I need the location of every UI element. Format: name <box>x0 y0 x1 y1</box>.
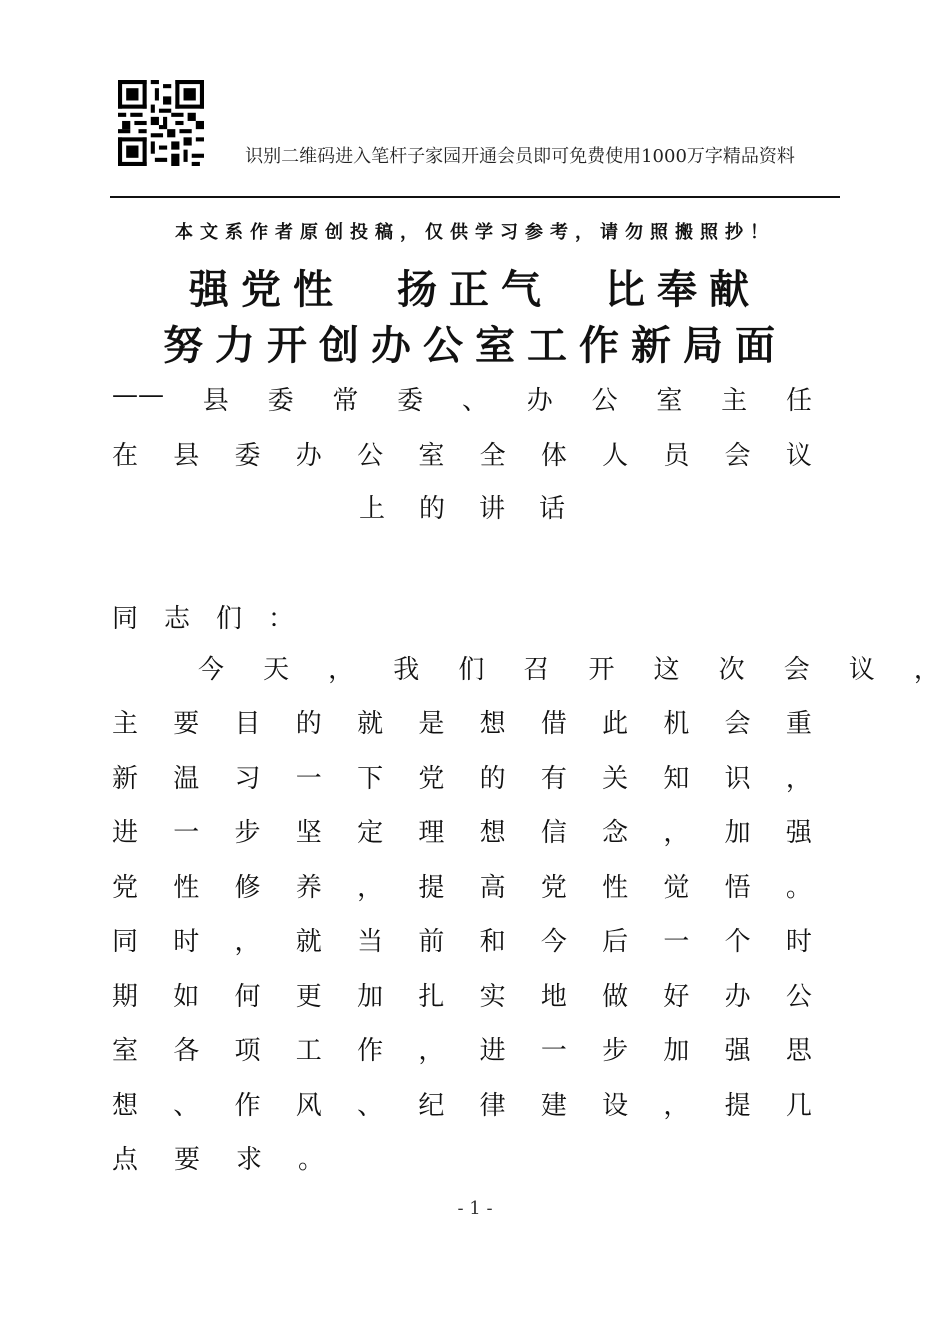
body-char: 作 <box>357 1036 384 1067</box>
body-char: 工 <box>295 1036 322 1067</box>
body-char: 室 <box>112 1036 139 1067</box>
body-char: 习 <box>234 763 261 794</box>
body-char: ， <box>328 654 355 685</box>
subtitle-line3-char: 的 <box>418 494 445 524</box>
body-char: 关 <box>602 763 629 794</box>
subtitle-line2-char: 人 <box>602 441 629 471</box>
subtitle-line2-char: 室 <box>418 441 445 471</box>
subtitle-line2-char: 办 <box>295 441 322 471</box>
subtitle-line1-char: 公 <box>591 386 618 416</box>
body-char: 办 <box>724 981 751 1012</box>
body-char: 。 <box>298 1145 325 1176</box>
subtitle-line2-char: 全 <box>479 441 506 471</box>
body-char: 党 <box>112 872 139 903</box>
salutation: 同志们： <box>112 604 321 634</box>
subtitle-line-3 <box>112 488 812 525</box>
body-char: 的 <box>479 763 506 794</box>
subtitle-line-2 <box>112 435 812 472</box>
body-char: 加 <box>724 818 751 849</box>
body-char: 想 <box>479 709 506 740</box>
body-char: 更 <box>295 981 322 1012</box>
body-char: 议 <box>848 654 875 685</box>
body-char: ， <box>785 763 812 794</box>
body-char: 就 <box>295 927 322 958</box>
body-char: 一 <box>540 1036 567 1067</box>
body-char: 会 <box>724 709 751 740</box>
body-line <box>112 804 812 859</box>
body-char: 的 <box>295 709 322 740</box>
body-char: 设 <box>602 1090 629 1121</box>
body-char: 几 <box>785 1090 812 1121</box>
subtitle-line1-char: 委 <box>397 386 424 416</box>
subtitle-line2-char: 议 <box>785 441 812 471</box>
body-char: 重 <box>785 709 812 740</box>
body-char: 党 <box>540 872 567 903</box>
body-line <box>112 1076 812 1131</box>
body-char: 识 <box>724 763 751 794</box>
body-char: 建 <box>540 1090 567 1121</box>
body-char: 进 <box>112 818 139 849</box>
body-line <box>112 858 812 913</box>
body-char: 目 <box>234 709 261 740</box>
copyright-notice: 本文系作者原创投稿，仅供学习参考，请勿照搬照抄！ <box>175 222 775 243</box>
title-line-1: 强党性 扬正气 比奉献 <box>189 266 761 313</box>
body-char: 好 <box>663 981 690 1012</box>
subtitle-line2-char: 会 <box>724 441 751 471</box>
body-char: 党 <box>418 763 445 794</box>
subtitle-line3-char: 讲 <box>479 494 506 524</box>
body-line <box>112 1022 812 1077</box>
body-char: 做 <box>602 981 629 1012</box>
body-char: 期 <box>112 981 139 1012</box>
body-char: 一 <box>663 927 690 958</box>
subtitle-line2-char: 委 <box>234 441 261 471</box>
body-char: 强 <box>724 1036 751 1067</box>
body-char: 强 <box>785 818 812 849</box>
subtitle-line2-char: 在 <box>112 441 139 471</box>
body-char: 养 <box>295 872 322 903</box>
body-char: 信 <box>540 818 567 849</box>
subtitle-line1-char: —— <box>112 380 164 410</box>
body-line <box>112 695 812 750</box>
body-char: 加 <box>357 981 384 1012</box>
body-char: 风 <box>295 1090 322 1121</box>
body-char: 新 <box>112 763 139 794</box>
title-line-2: 努力开创办公室工作新局面 <box>163 322 787 369</box>
body-char: 就 <box>357 709 384 740</box>
body-char: ， <box>357 872 384 903</box>
subtitle-line1-char: 常 <box>332 386 359 416</box>
body-char: 今 <box>540 927 567 958</box>
body-char: 当 <box>357 927 384 958</box>
body-char: 同 <box>112 927 139 958</box>
body-char: 个 <box>724 927 751 958</box>
body-char: 召 <box>523 654 550 685</box>
body-char: 步 <box>602 1036 629 1067</box>
subtitle-line2-char: 公 <box>357 441 384 471</box>
body-char: 纪 <box>418 1090 445 1121</box>
body-char: 一 <box>295 763 322 794</box>
body-char: 主 <box>112 709 139 740</box>
body-char: 项 <box>234 1036 261 1067</box>
qr-caption: 识别二维码进入笔杆子家园开通会员即可免费使用1000万字精品资料 <box>245 146 795 167</box>
body-char: 扎 <box>418 981 445 1012</box>
body-char: 这 <box>653 654 680 685</box>
subtitle-line1-char: 、 <box>461 386 488 416</box>
body-char: 。 <box>785 872 812 903</box>
body-line <box>112 1131 812 1186</box>
subtitle-line1-char: 县 <box>202 386 229 416</box>
body-char: ， <box>663 1090 690 1121</box>
body-char: 修 <box>234 872 261 903</box>
body-char: 们 <box>458 654 485 685</box>
page-number: - 1 - <box>457 1198 493 1219</box>
subtitle-line1-char: 委 <box>267 386 294 416</box>
body-char: 温 <box>173 763 200 794</box>
body-char: 时 <box>173 927 200 958</box>
body-char: 觉 <box>663 872 690 903</box>
subtitle-line1-char: 办 <box>526 386 553 416</box>
body-line <box>112 967 812 1022</box>
body-char: 性 <box>602 872 629 903</box>
body-line <box>112 749 812 804</box>
subtitle-line1-char: 主 <box>721 386 748 416</box>
body-char: 今 <box>198 654 225 685</box>
body-char: 机 <box>663 709 690 740</box>
body-char: 实 <box>479 981 506 1012</box>
body-char: 坚 <box>295 818 322 849</box>
body-char: 开 <box>588 654 615 685</box>
body-char: 悟 <box>724 872 751 903</box>
body-char: 高 <box>479 872 506 903</box>
body-char: 定 <box>357 818 384 849</box>
body-char: 下 <box>357 763 384 794</box>
body-char: 借 <box>540 709 567 740</box>
body-char: 理 <box>418 818 445 849</box>
body-char: 念 <box>602 818 629 849</box>
body-char: 地 <box>540 981 567 1012</box>
subtitle-line3-char: 话 <box>539 494 566 524</box>
body-char: 是 <box>418 709 445 740</box>
body-char: ， <box>913 654 940 685</box>
body-char: 如 <box>173 981 200 1012</box>
body-char: 知 <box>663 763 690 794</box>
body-char: 思 <box>785 1036 812 1067</box>
body-char: 、 <box>173 1090 200 1121</box>
header-divider <box>110 196 840 198</box>
body-line <box>112 913 812 968</box>
body-char: 加 <box>663 1036 690 1067</box>
body-char: 提 <box>724 1090 751 1121</box>
body-char: 次 <box>718 654 745 685</box>
subtitle-line1-char: 任 <box>785 386 812 416</box>
body-char: 会 <box>783 654 810 685</box>
body-char: 、 <box>357 1090 384 1121</box>
body-char: 何 <box>234 981 261 1012</box>
body-char: 时 <box>785 927 812 958</box>
subtitle-line1-char: 室 <box>656 386 683 416</box>
body-char: 各 <box>173 1036 200 1067</box>
body-char: 点 <box>112 1145 139 1176</box>
body-char: ， <box>418 1036 445 1067</box>
body-char: 和 <box>479 927 506 958</box>
body-char: 求 <box>236 1145 263 1176</box>
body-char: ， <box>663 818 690 849</box>
body-char: 后 <box>602 927 629 958</box>
body-char: 想 <box>479 818 506 849</box>
body-char: 要 <box>174 1145 201 1176</box>
subtitle-line2-char: 体 <box>540 441 567 471</box>
body-char: 一 <box>173 818 200 849</box>
qr-code-image <box>118 80 204 166</box>
body-char: 我 <box>393 654 420 685</box>
body-char: 进 <box>479 1036 506 1067</box>
body-char: 公 <box>785 981 812 1012</box>
subtitle-line3-char: 上 <box>358 494 385 524</box>
body-char: ， <box>234 927 261 958</box>
body-char: 此 <box>602 709 629 740</box>
body-text <box>112 640 940 1185</box>
body-char: 天 <box>263 654 290 685</box>
subtitle-line2-char: 县 <box>173 441 200 471</box>
body-char: 步 <box>234 818 261 849</box>
body-char: 提 <box>418 872 445 903</box>
subtitle-line-1 <box>112 380 812 417</box>
body-char: 想 <box>112 1090 139 1121</box>
subtitle-line2-char: 员 <box>663 441 690 471</box>
body-char: 律 <box>479 1090 506 1121</box>
body-char: 有 <box>540 763 567 794</box>
body-line <box>112 640 940 695</box>
body-char: 要 <box>173 709 200 740</box>
body-char: 作 <box>234 1090 261 1121</box>
body-char: 性 <box>173 872 200 903</box>
body-char: 前 <box>418 927 445 958</box>
